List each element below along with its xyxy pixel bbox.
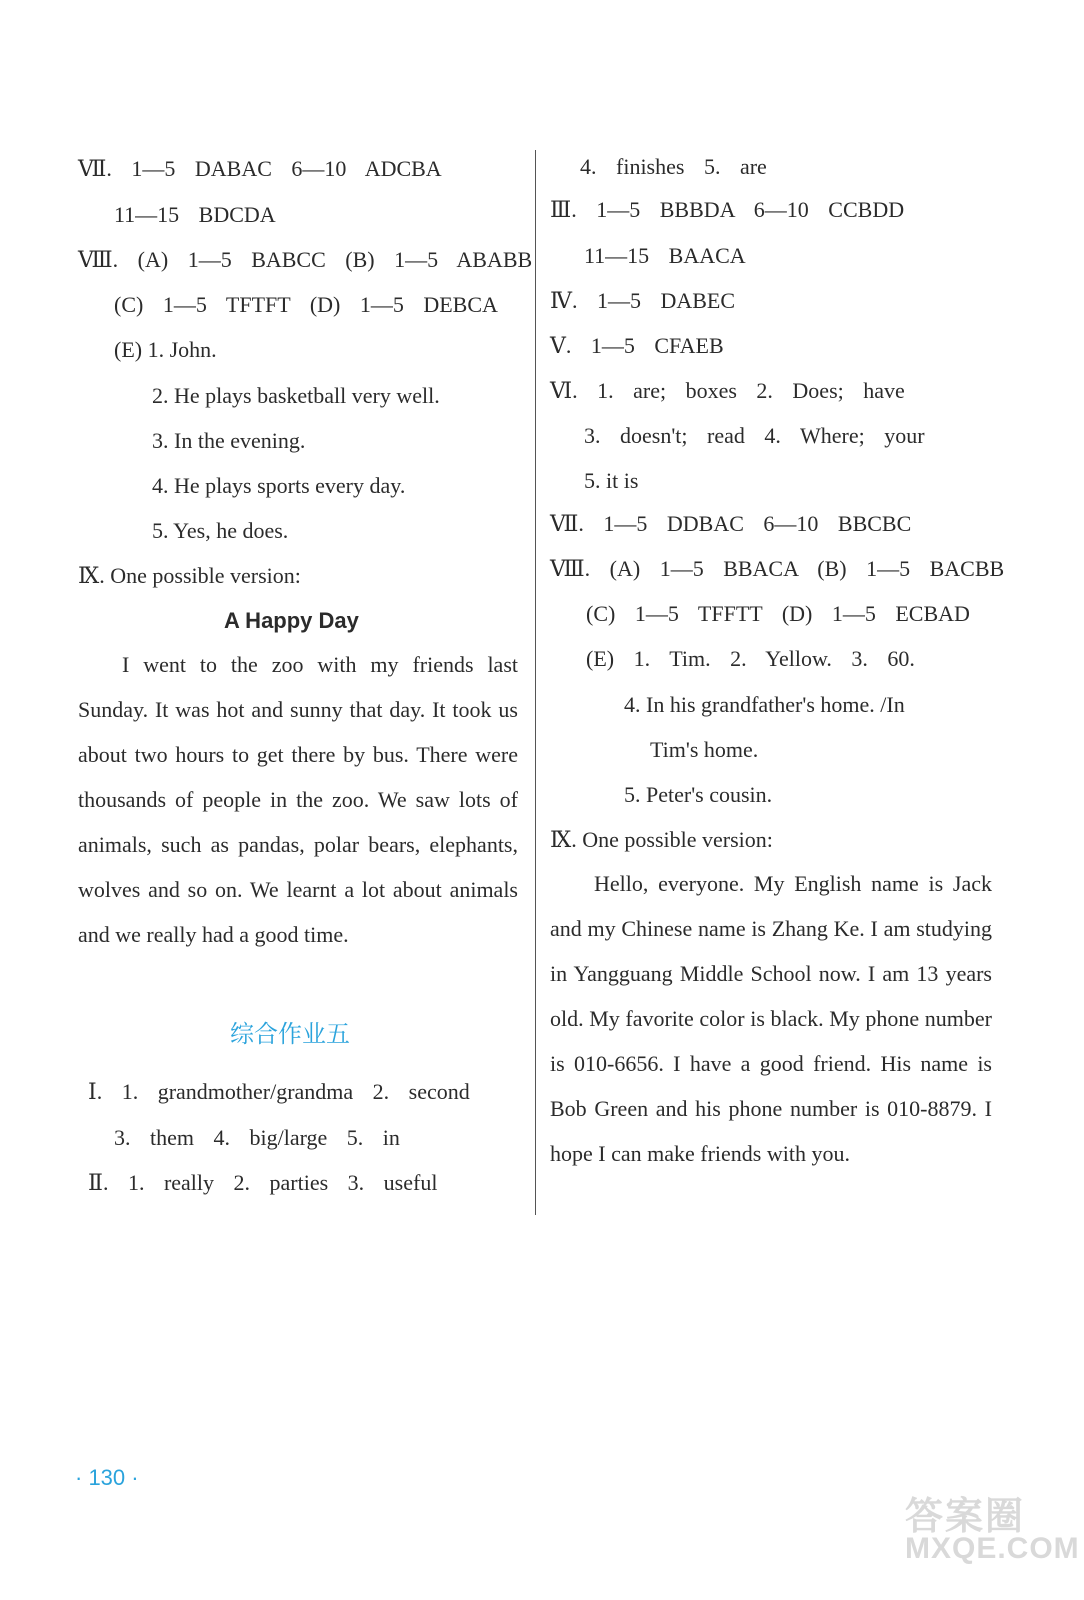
viii-e-answer-1: (E) 1. John. [114,337,217,362]
viii-e-answer-3: 3. In the evening. [152,428,306,453]
page-number: · 130 · [75,1465,139,1490]
iv-answers: Ⅳ. 1—5 DABEC [550,288,736,313]
viii-e-answer-4: 4. He plays sports every day. [152,473,406,498]
ii-answers-continued: 4. finishes 5. are [580,154,767,179]
viii-e-answer-5: 5. Peter's cousin. [624,782,773,807]
viii-e-answer-4b: Tim's home. [650,737,759,762]
viii-e-answer-5: 5. Yes, he does. [152,518,289,543]
v-answers: Ⅴ. 1—5 CFAEB [550,333,724,358]
essay-body [550,861,992,1176]
vii-answers: Ⅶ. 1—5 DDBAC 6—10 BBCBC [550,511,912,536]
ix-label: Ⅸ. One possible version: [550,827,773,852]
watermark-logo: 答案圈 [905,1496,1026,1538]
section-title: 综合作业五 [230,1020,350,1048]
ix-label: Ⅸ. One possible version: [78,563,301,588]
viii-e-answers-1-3: (E) 1. Tim. 2. Yellow. 3. 60. [586,646,915,671]
vi-answers-line2: 3. doesn't; read 4. Where; your [584,423,925,448]
viii-e-answer-4a: 4. In his grandfather's home. /In [624,692,905,717]
vi-answers-line1: Ⅵ. 1. are; boxes 2. Does; have [550,378,905,403]
ii-answers-line1: Ⅱ. 1. really 2. parties 3. useful [88,1170,438,1195]
essay-title: A Happy Day [224,608,359,633]
essay-paragraph: Hello, everyone. My English name is Jack and my Chinese name is Zhang Ke. I am studying in Yangguang Middle School now. I am 13 years old. My favorite color is black. My phone number is 010-6656. I have a good friend. His name is Bob Green and his phone number is 010-8879. I hope I can make friends with you. [550,871,992,1166]
viii-answers-line1: Ⅷ. (A) 1—5 BABCC (B) 1—5 ABABB [78,247,533,272]
column-divider [535,150,536,1215]
iii-answers-line2: 11—15 BAACA [584,243,746,268]
viii-e-answer-2: 2. He plays basketball very well. [152,383,440,408]
essay-body [78,642,518,957]
i-answers-line2: 3. them 4. big/large 5. in [114,1125,400,1150]
viii-answers-line2: (C) 1—5 TFFTT (D) 1—5 ECBAD [586,601,970,626]
vi-answers-line3: 5. it is [584,468,639,493]
essay-paragraph: I went to the zoo with my friends last Sunday. It was hot and sunny that day. It took us about two hours to get there by bus. There were thousands of people in the zoo. We saw lots of animals, such as pandas, polar bears, elephants, wolves and so on. We learnt a lot about animals and we really had a good time. [78,652,518,947]
vii-answers-line1: Ⅶ. 1—5 DABAC 6—10 ADCBA [78,156,442,181]
watermark-url: MXQE.COM [905,1532,1080,1565]
i-answers-line1: Ⅰ. 1. grandmother/grandma 2. second [88,1079,470,1104]
iii-answers-line1: Ⅲ. 1—5 BBBDA 6—10 CCBDD [550,197,905,222]
vii-answers-line2: 11—15 BDCDA [114,202,276,227]
viii-answers-line1: Ⅷ. (A) 1—5 BBACA (B) 1—5 BACBB [550,556,1005,581]
viii-answers-line2: (C) 1—5 TFTFT (D) 1—5 DEBCA [114,292,498,317]
